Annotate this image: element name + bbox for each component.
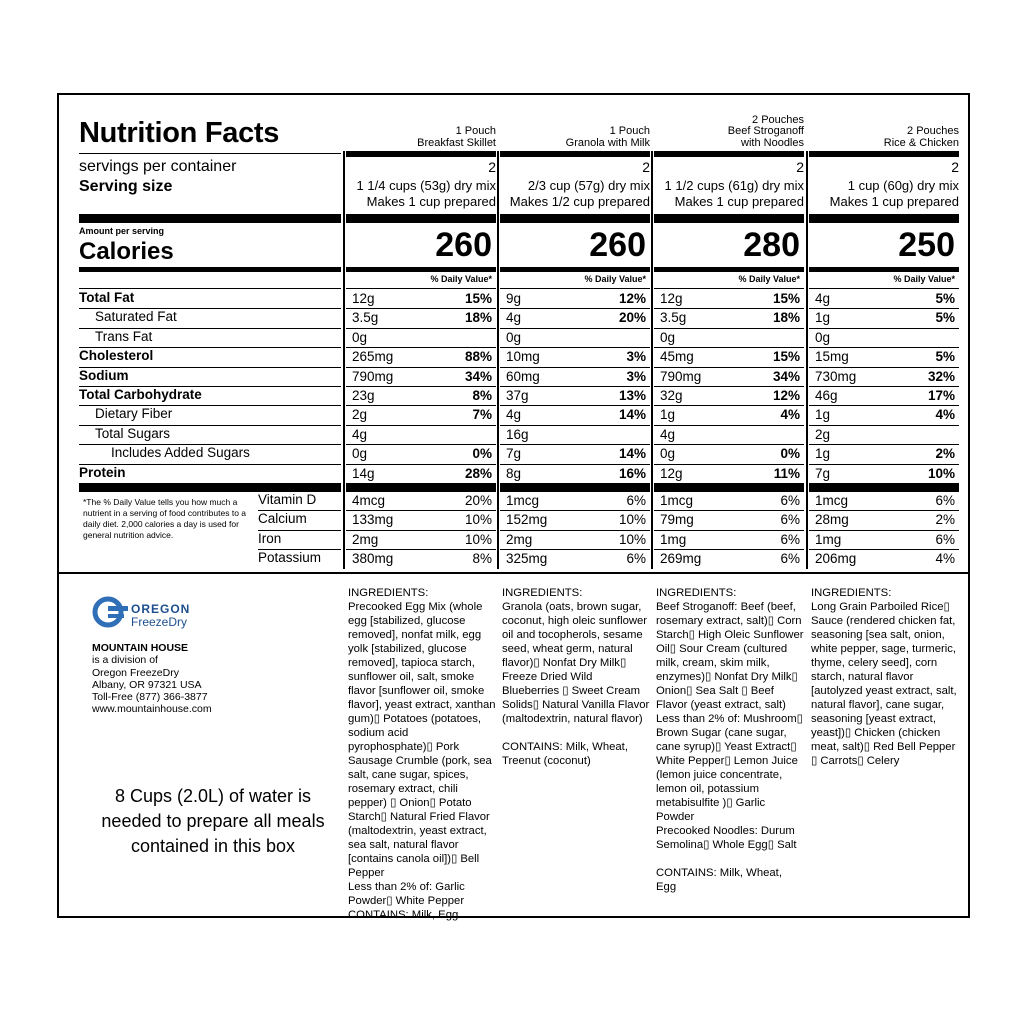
nutrient-dv: 32% [927, 368, 955, 384]
servings-value: 2 [642, 159, 650, 175]
nutrient-amount: 0g [660, 329, 676, 345]
vitamin-amount: 2mg [506, 531, 533, 547]
servings-value: 2 [796, 159, 804, 175]
row-divider [346, 405, 496, 406]
daily-value-label: % Daily Value* [430, 274, 492, 284]
row-divider [500, 328, 650, 329]
row-divider [500, 464, 650, 465]
nutrient-dv: 0% [780, 446, 800, 462]
row-divider [809, 347, 959, 348]
address-line: is a division of [92, 654, 158, 667]
address-line: MOUNTAIN HOUSE [92, 642, 189, 654]
product-header: 2 Pouches [907, 125, 959, 137]
nutrient-dv: 18% [464, 310, 492, 326]
column-header-bar [346, 151, 496, 157]
vitamin-amount: 2mg [352, 531, 379, 547]
ingredients-text: INGREDIENTS: Beef Stroganoff: Beef (beef, rosemary extract, salt)▯ Corn Starch▯ High Oleic Sunflower Oil▯ Sour Cream (cultured milk, cream, skim milk, enzymes)▯ Nonfat Dry Milk▯ Onion▯ Sea Salt ▯ Beef Flavor (yeast extract, salt) Less than 2% of: Mushroom▯ Brown Sugar (cane sugar, cane syrup)▯ Yeast Extract▯ White Pepper▯ Lemon Juice (lemon juice concentrate, lemon oil, potassium metabisulfite )▯ Garlic Powder Precooked Noodles: Durum Semolina▯ Whole Egg▯ Salt CONTAINS: Milk, Wheat, Egg [656, 587, 804, 893]
ingredients-text: INGREDIENTS: Precooked Egg Mix (whole egg [stabilized, glucose removed], nonfat milk, egg yolk [stabilized, glucose removed], tapioca starch, sunflower oil, salt, smoke flavor [sunflower oil, smoke flavor], yeast extract, xanthan gum)▯ Potatoes (potatoes, sodium acid pyrophosphate)▯ Pork Sausage Crumble (pork, sea salt, cane sugar, spices, rosemary extract, chili pepper) ▯ Onion▯ Potato Starch▯ Natural Fried Flavor (maltodextrin, yeast extract, sea salt, natural flavor [contains canola oil])▯ Bell Pepper Less than 2% of: Garlic Powder▯ White Pepper CONTAINS: Milk, Egg [348, 587, 496, 921]
vitamin-dv: 10% [464, 531, 492, 547]
vitamin-dv: 6% [626, 551, 646, 567]
thick-divider [809, 483, 959, 492]
calories-value: 260 [589, 226, 646, 264]
vitamin-amount: 152mg [506, 512, 548, 528]
servings-value: 2 [951, 159, 959, 175]
nutrient-amount: 32g [660, 388, 683, 403]
thick-divider [654, 483, 804, 492]
nutrient-amount: 16g [506, 426, 529, 442]
nutrient-dv: 12% [618, 291, 646, 306]
serving-size-value: 1 1/2 cups (61g) dry mix [664, 178, 804, 193]
nutrient-dv: 14% [618, 446, 646, 462]
vitamin-amount: 1mg [815, 531, 842, 547]
vitamin-dv: 20% [464, 493, 492, 508]
ingredients-text: INGREDIENTS: Granola (oats, brown sugar, coconut, high oleic sunflower oil and tocopherols, sesame seed, wheat germ, natural flavor)▯ Nonfat Dry Milk▯ Freeze Dried Wild Blueberries ▯ Sweet Cream Solids▯ Natural Vanilla Flavor (maltodextrin, natural flavor) CONTAINS: Milk, Wheat, Treenut (coconut) [502, 587, 650, 767]
vitamin-label: Potassium [258, 550, 322, 566]
row-divider [809, 530, 959, 531]
calories-value: 260 [435, 226, 492, 264]
row-divider [500, 405, 650, 406]
row-divider [809, 328, 959, 329]
row-divider [79, 367, 341, 368]
vitamin-amount: 380mg [352, 551, 394, 567]
vitamin-dv: 6% [780, 493, 800, 508]
nutrient-dv: 4% [780, 407, 800, 423]
column-separator [806, 151, 808, 569]
row-divider [500, 444, 650, 445]
vitamin-dv: 6% [626, 493, 646, 508]
product-header: Granola with Milk [565, 136, 650, 149]
row-divider [346, 530, 496, 531]
serving-size-value: 2/3 cup (57g) dry mix [527, 178, 650, 193]
row-divider [654, 405, 804, 406]
nutrient-dv: 5% [935, 349, 955, 365]
medium-divider [809, 267, 959, 272]
nutrient-amount: 4g [660, 426, 676, 442]
nutrient-dv: 3% [626, 368, 646, 384]
row-divider [500, 530, 650, 531]
vitamin-dv: 8% [472, 551, 492, 567]
thin-divider [500, 288, 650, 289]
nutrient-label: Sodium [79, 367, 129, 383]
vitamin-amount: 1mg [660, 531, 687, 547]
nutrient-amount: 265mg [352, 349, 394, 365]
row-divider [500, 510, 650, 511]
product-header: Beef Stroganoff [727, 125, 804, 137]
row-divider [654, 444, 804, 445]
thick-divider [79, 483, 341, 492]
nutrient-amount: 2g [352, 407, 368, 423]
nutrient-dv: 34% [772, 368, 800, 384]
vitamin-amount: 4mcg [352, 493, 386, 508]
vitamin-amount: 1mcg [815, 493, 849, 508]
ingredients-text: INGREDIENTS: Long Grain Parboiled Rice▯ Sauce (rendered chicken fat, seasoning [sea salt, onion, white pepper, sage, turmeric, thyme, celery seed], corn starch, natural flavor [autolyzed yeast extract, salt, natural flavor], cane sugar, seasoning [yeast extract, yeast])▯ Chicken (chicken meat, salt)▯ Red Bell Pepper ▯ Carrots▯ Celery [811, 587, 957, 767]
nutrient-amount: 730mg [815, 368, 857, 384]
nutrient-amount: 1g [660, 407, 676, 423]
row-divider [809, 386, 959, 387]
vitamin-label: Calcium [258, 511, 307, 527]
nutrient-dv: 16% [618, 465, 646, 481]
nutrient-amount: 4g [506, 407, 522, 423]
medium-divider [346, 267, 496, 272]
nutrient-amount: 0g [352, 446, 368, 462]
row-divider [809, 425, 959, 426]
nutrient-dv: 20% [618, 310, 646, 326]
nutrient-dv: 2% [935, 446, 955, 462]
row-divider [346, 328, 496, 329]
product-header: Rice & Chicken [883, 136, 959, 149]
nutrient-dv: 15% [464, 291, 492, 306]
row-divider [809, 444, 959, 445]
row-divider [500, 367, 650, 368]
nutrient-label: Total Fat [79, 290, 135, 305]
nutrient-label: Includes Added Sugars [111, 445, 250, 461]
column-header-bar [654, 151, 804, 157]
vitamin-dv: 10% [464, 512, 492, 528]
logo-line1: OREGON [131, 602, 191, 616]
row-divider [79, 444, 341, 445]
medium-divider [79, 267, 341, 272]
nutrient-dv: 17% [927, 388, 955, 403]
row-divider [79, 405, 341, 406]
row-divider [346, 347, 496, 348]
thick-divider [809, 214, 959, 223]
row-divider [346, 386, 496, 387]
row-divider [809, 405, 959, 406]
nutrient-label: Saturated Fat [95, 309, 177, 325]
row-divider [500, 308, 650, 309]
nutrient-dv: 14% [618, 407, 646, 423]
nutrient-amount: 1g [815, 446, 831, 462]
nutrient-dv: 12% [772, 388, 800, 403]
daily-value-label: % Daily Value* [738, 274, 800, 284]
thick-divider [346, 214, 496, 223]
nutrient-dv: 28% [464, 465, 492, 481]
medium-divider [654, 267, 804, 272]
nutrient-dv: 15% [772, 349, 800, 365]
nutrient-amount: 790mg [352, 368, 394, 384]
makes-value: Makes 1 cup prepared [674, 194, 804, 209]
row-divider [258, 549, 341, 550]
vitamin-dv: 6% [935, 493, 955, 508]
nutrient-amount: 9g [506, 291, 522, 306]
nutrient-amount: 4g [352, 426, 368, 442]
vitamin-dv: 6% [780, 551, 800, 567]
calories-value: 250 [898, 226, 955, 264]
nutrient-amount: 0g [660, 446, 676, 462]
serving-size-value: 1 cup (60g) dry mix [847, 178, 959, 193]
vitamin-dv: 6% [780, 512, 800, 528]
nutrient-amount: 1g [815, 310, 831, 326]
water-note: 8 Cups (2.0L) of water is needed to prepare all meals contained in this box [101, 786, 325, 856]
nutrient-amount: 15mg [815, 349, 849, 365]
oregon-freezedry-logo [92, 596, 212, 632]
nutrient-amount: 23g [352, 388, 375, 403]
product-header: 1 Pouch [609, 125, 650, 137]
row-divider [346, 367, 496, 368]
nutrient-dv: 3% [626, 349, 646, 365]
nutrient-amount: 4g [815, 291, 831, 306]
nutrient-dv: 8% [472, 388, 492, 403]
servings-value: 2 [488, 159, 496, 175]
nutrient-dv: 5% [935, 310, 955, 326]
row-divider [346, 444, 496, 445]
thin-divider [809, 288, 959, 289]
makes-value: Makes 1/2 cup prepared [509, 194, 650, 209]
nutrient-amount: 0g [352, 329, 368, 345]
thick-divider [654, 214, 804, 223]
nutrient-label: Total Sugars [95, 425, 171, 441]
nutrient-dv: 88% [464, 349, 492, 365]
daily-value-footnote: *The % Daily Value tells you how much a nutrient in a serving of food contributes to a daily diet. 2,000 calories a day is used for general nutrition advice. [83, 497, 247, 540]
thick-divider [500, 483, 650, 492]
row-divider [346, 308, 496, 309]
nutrient-amount: 3.5g [660, 310, 687, 326]
daily-value-label: % Daily Value* [584, 274, 646, 284]
medium-divider [500, 267, 650, 272]
nutrient-dv: 10% [927, 465, 955, 481]
row-divider [654, 328, 804, 329]
thin-divider [654, 288, 804, 289]
row-divider [346, 464, 496, 465]
product-header: 2 Pouches [752, 113, 804, 126]
row-divider [500, 425, 650, 426]
divider [79, 153, 341, 154]
nutrient-label: Trans Fat [95, 328, 153, 344]
nutrient-dv: 18% [772, 310, 800, 326]
nutrition-facts-title: Nutrition Facts [79, 117, 280, 149]
column-header-bar [809, 151, 959, 157]
column-separator [497, 151, 499, 569]
row-divider [346, 510, 496, 511]
vitamin-amount: 1mcg [506, 493, 540, 508]
row-divider [79, 386, 341, 387]
address-line: Toll-Free (877) 366-3877 [92, 691, 208, 704]
calories-value: 280 [743, 226, 800, 264]
nutrient-dv: 15% [772, 291, 800, 306]
nutrient-dv: 5% [935, 291, 955, 306]
row-divider [654, 549, 804, 550]
nutrient-amount: 45mg [660, 349, 694, 365]
row-divider [79, 328, 341, 329]
nutrient-label: Dietary Fiber [95, 406, 173, 422]
vitamin-amount: 79mg [660, 512, 694, 528]
table-bottom-border [57, 572, 970, 574]
vitamin-label: Iron [258, 530, 282, 546]
nutrient-dv: 11% [773, 465, 800, 481]
serving-size-value: 1 1/4 cups (53g) dry mix [356, 178, 496, 193]
row-divider [346, 425, 496, 426]
daily-value-label: % Daily Value* [893, 274, 955, 284]
vitamin-amount: 206mg [815, 551, 857, 567]
nutrient-amount: 12g [352, 291, 375, 306]
nutrient-dv: 34% [464, 368, 492, 384]
row-divider [258, 530, 341, 531]
vitamin-dv: 10% [618, 531, 646, 547]
company-address [92, 642, 212, 716]
column-separator [343, 151, 345, 569]
nutrient-amount: 46g [815, 388, 838, 403]
thin-divider [346, 288, 496, 289]
row-divider [500, 549, 650, 550]
vitamin-label: Vitamin D [258, 492, 317, 507]
serving-size-label: Serving size [79, 178, 173, 195]
row-divider [809, 367, 959, 368]
product-header: with Noodles [741, 136, 804, 149]
nutrient-amount: 7g [506, 446, 522, 462]
calories-label: Calories [79, 238, 174, 265]
thick-divider [346, 483, 496, 492]
thin-divider [79, 288, 341, 289]
nutrient-amount: 7g [815, 465, 831, 481]
product-header: Breakfast Skillet [417, 136, 496, 149]
nutrient-amount: 10mg [506, 349, 540, 365]
thick-divider [500, 214, 650, 223]
nutrient-amount: 12g [660, 291, 683, 306]
address-line: Albany, OR 97321 USA [92, 678, 202, 691]
row-divider [654, 510, 804, 511]
nutrient-label: Total Carbohydrate [79, 387, 202, 402]
nutrient-label: Protein [79, 464, 126, 480]
row-divider [809, 510, 959, 511]
nutrient-amount: 1g [815, 407, 831, 423]
address-line: Oregon FreezeDry [92, 666, 179, 679]
servings-label: servings per container [79, 158, 237, 175]
makes-value: Makes 1 cup prepared [366, 194, 496, 209]
nutrient-amount: 12g [660, 465, 683, 481]
nutrient-amount: 2g [815, 426, 831, 442]
column-header-bar [500, 151, 650, 157]
nutrient-amount: 3.5g [352, 310, 379, 326]
nutrient-amount: 0g [506, 329, 522, 345]
row-divider [258, 510, 341, 511]
makes-value: Makes 1 cup prepared [829, 194, 959, 209]
vitamin-dv: 4% [935, 551, 955, 567]
row-divider [654, 464, 804, 465]
vitamin-amount: 28mg [815, 512, 849, 528]
nutrient-amount: 14g [352, 465, 375, 481]
row-divider [654, 347, 804, 348]
vitamin-dv: 2% [935, 512, 955, 528]
row-divider [500, 386, 650, 387]
row-divider [809, 549, 959, 550]
vitamin-dv: 6% [780, 531, 800, 547]
vitamin-amount: 325mg [506, 551, 548, 567]
row-divider [654, 367, 804, 368]
nutrient-amount: 0g [815, 329, 831, 345]
nutrient-dv: 7% [472, 407, 492, 423]
vitamin-dv: 10% [618, 512, 646, 528]
column-separator [651, 151, 653, 569]
address-line: www.mountainhouse.com [92, 703, 212, 716]
thick-divider [79, 214, 341, 223]
row-divider [654, 308, 804, 309]
row-divider [346, 549, 496, 550]
nutrient-amount: 790mg [660, 368, 702, 384]
nutrient-dv: 13% [618, 388, 646, 403]
logo-line2: FreezeDry [131, 615, 188, 629]
row-divider [500, 347, 650, 348]
row-divider [654, 530, 804, 531]
nutrient-amount: 60mg [506, 368, 540, 384]
nutrient-amount: 4g [506, 310, 522, 326]
nutrient-dv: 4% [935, 407, 955, 423]
vitamin-amount: 1mcg [660, 493, 694, 508]
vitamin-amount: 269mg [660, 551, 702, 567]
product-header: 1 Pouch [455, 125, 496, 137]
row-divider [809, 464, 959, 465]
logo-icon [92, 596, 128, 628]
row-divider [79, 425, 341, 426]
nutrient-amount: 8g [506, 465, 522, 481]
nutrient-dv: 0% [472, 446, 492, 462]
row-divider [809, 308, 959, 309]
amount-per-serving: Amount per serving [79, 226, 165, 236]
row-divider [79, 347, 341, 348]
row-divider [79, 308, 341, 309]
nutrient-amount: 37g [506, 388, 529, 403]
vitamin-amount: 133mg [352, 512, 394, 528]
row-divider [654, 386, 804, 387]
nutrient-label: Cholesterol [79, 348, 154, 364]
row-divider [654, 425, 804, 426]
vitamin-dv: 6% [935, 531, 955, 547]
row-divider [79, 464, 341, 465]
